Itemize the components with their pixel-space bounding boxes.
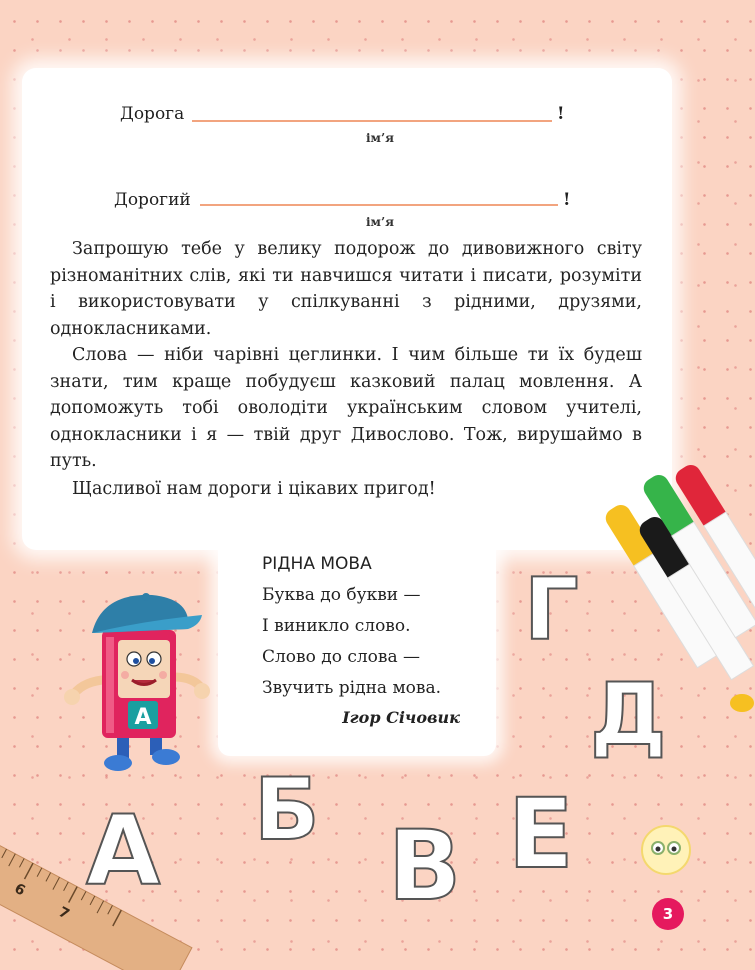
name-caption: ім’я xyxy=(366,215,395,229)
name-line-male[interactable] xyxy=(200,204,558,206)
poem-line: І виникло слово. xyxy=(262,616,411,636)
poem-card xyxy=(218,534,496,756)
decor-letter-b: Б xyxy=(254,760,320,860)
decor-letter-a: А xyxy=(86,795,161,907)
ruler-number: 6 xyxy=(11,880,28,900)
mascot-book-letter: А xyxy=(134,705,152,730)
ruler-number: 7 xyxy=(55,904,72,923)
smiley-face-icon xyxy=(640,824,692,876)
poem-line: Звучить рідна мова. xyxy=(262,678,442,698)
greeting-male-word: Дорогий xyxy=(114,190,191,210)
poem-line: Слово до слова — xyxy=(262,647,421,667)
letter-paragraph: Щасливої нам дороги і цікавих пригод! xyxy=(72,478,436,499)
exclamation-mark: ! xyxy=(557,104,565,124)
poem-line: Буква до букви — xyxy=(262,585,421,605)
letter-paragraph: Запрошую тебе у велику подорож до дивовижного світу різноманітних слів, які ти навчишся читати і писати, розуміти і використовувати у спілкуванні з рідними, друзями, однокласниками. xyxy=(50,239,642,339)
decor-letter-d: Д xyxy=(590,665,667,765)
letter-paragraph: Слова — ніби чарівні цеглинки. І чим більше ти їх будеш знати, тим краще побудуєш казковий палац мовлення. А допоможуть тобі оволодіти українським словом учителі, однокласники і я — твій друг Дивослово. Тож, вирушаймо в путь. xyxy=(50,345,642,471)
name-caption: ім’я xyxy=(366,131,395,145)
letter-text xyxy=(50,236,642,502)
poem-title: РІДНА МОВА xyxy=(262,554,372,574)
decor-letter-g: Г xyxy=(524,560,579,660)
decor-letter-v: В xyxy=(388,810,462,922)
name-line-female[interactable] xyxy=(192,120,552,122)
page-number-badge: 3 xyxy=(652,898,684,930)
boy-book-mascot-icon xyxy=(62,585,212,775)
poem-author: Ігор Січовик xyxy=(342,708,460,727)
greeting-female-word: Дорога xyxy=(120,104,185,124)
decor-letter-e: Е xyxy=(508,778,574,890)
exclamation-mark: ! xyxy=(563,190,571,210)
